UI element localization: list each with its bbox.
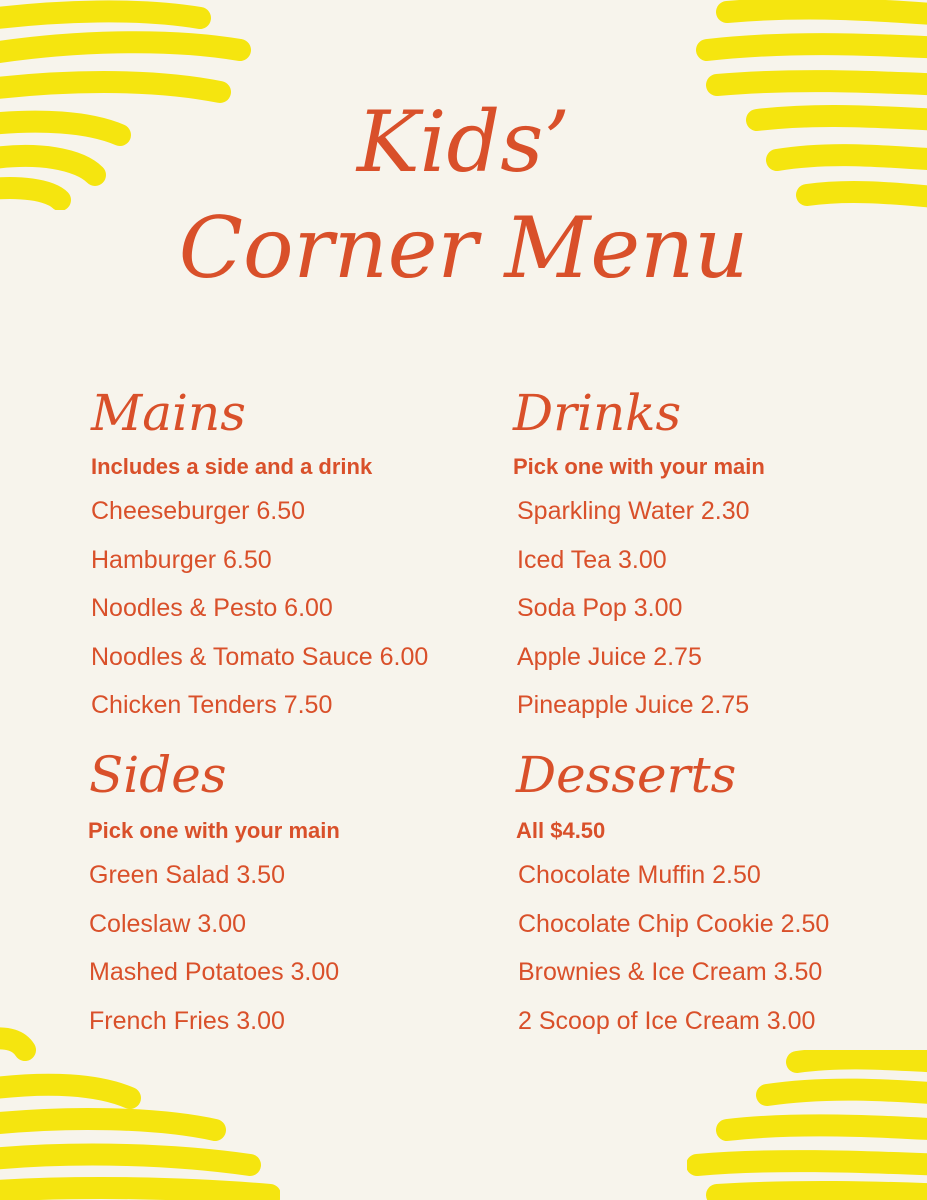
title-line-1: Kids’ bbox=[356, 93, 571, 191]
list-item: Green Salad 3.50 bbox=[89, 861, 285, 889]
list-item: Sparkling Water 2.30 bbox=[517, 497, 750, 525]
list-item: Hamburger 6.50 bbox=[91, 545, 272, 574]
list-item: Chocolate Muffin 2.50 bbox=[518, 861, 761, 889]
mains-heading: Mains bbox=[91, 384, 246, 442]
desserts-heading: Desserts bbox=[516, 746, 737, 804]
drinks-list bbox=[517, 499, 750, 742]
list-item: Iced Tea 3.00 bbox=[517, 545, 667, 574]
sides-heading: Sides bbox=[89, 746, 227, 804]
list-item: Noodles & Pesto 6.00 bbox=[91, 594, 333, 622]
drinks-heading: Drinks bbox=[513, 384, 682, 442]
list-item: Chocolate Chip Cookie 2.50 bbox=[518, 909, 830, 938]
list-item: Cheeseburger 6.50 bbox=[91, 497, 306, 525]
list-item: Soda Pop 3.00 bbox=[517, 594, 683, 622]
sides-section bbox=[88, 746, 489, 1050]
list-item: Chicken Tenders 7.50 bbox=[91, 691, 333, 719]
list-item: Brownies & Ice Cream 3.50 bbox=[518, 958, 823, 986]
desserts-section bbox=[516, 746, 916, 1050]
mains-section bbox=[91, 384, 491, 719]
drinks-subheading: Pick one with your main bbox=[513, 454, 765, 479]
list-item: Coleslaw 3.00 bbox=[89, 909, 247, 938]
title-line-2: Corner Menu bbox=[178, 199, 749, 297]
desserts-subheading: All $4.50 bbox=[516, 818, 606, 843]
list-item: Mashed Potatoes 3.00 bbox=[89, 958, 340, 986]
list-item: Pineapple Juice 2.75 bbox=[517, 691, 750, 719]
mains-subheading: Includes a side and a drink bbox=[91, 454, 373, 479]
desserts-list bbox=[518, 863, 829, 1057]
list-item: Noodles & Tomato Sauce 6.00 bbox=[91, 642, 429, 671]
mains-list bbox=[91, 499, 428, 742]
drinks-section bbox=[513, 384, 893, 719]
sides-list bbox=[89, 863, 339, 1057]
list-item: Apple Juice 2.75 bbox=[517, 642, 702, 671]
scribble-bottom-right bbox=[687, 1050, 927, 1200]
list-item: 2 Scoop of Ice Cream 3.00 bbox=[518, 1006, 816, 1035]
list-item: French Fries 3.00 bbox=[89, 1006, 285, 1035]
sides-subheading: Pick one with your main bbox=[88, 818, 340, 843]
